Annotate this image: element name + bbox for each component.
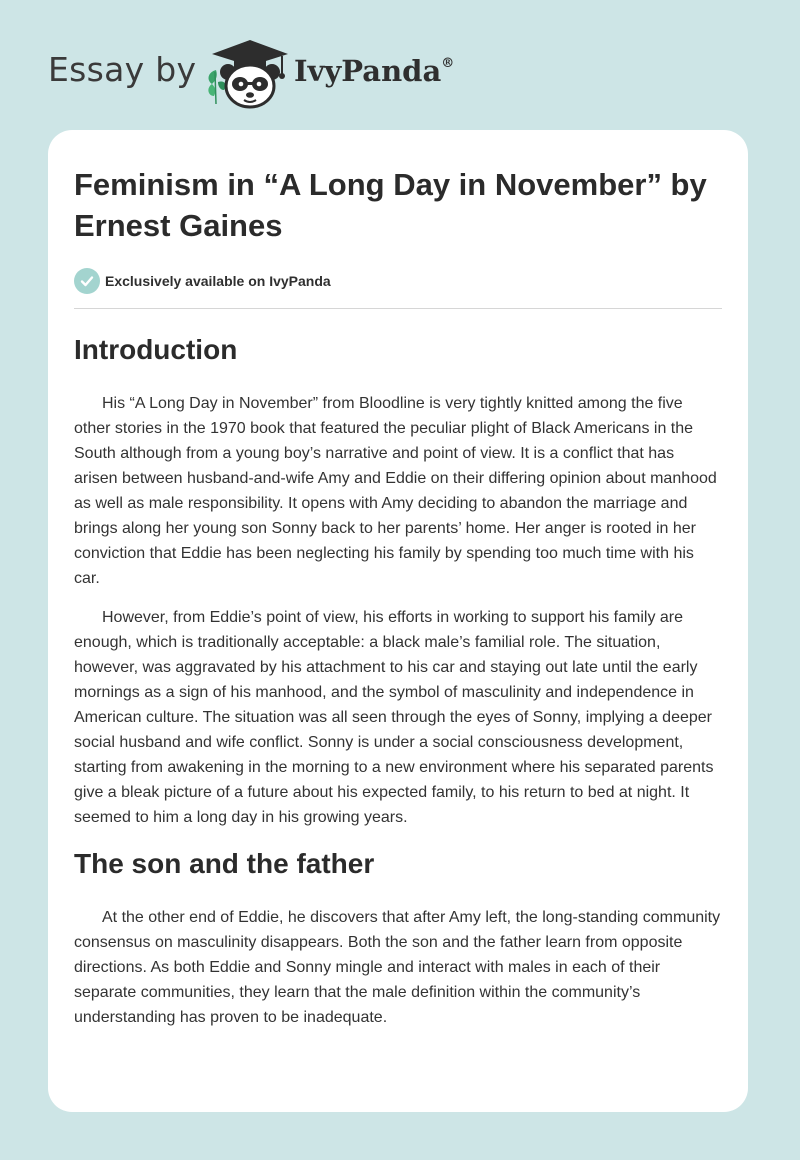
site-header [48,34,508,114]
paragraph: His “A Long Day in November” from Bloodline is very tightly knitted among the five other stories in the 1970 book that featured the peculiar plight of Black Americans in the South although from a young boy’s narrative and point of view. It is a conflict that has arisen between husband-and-wife Amy and Eddie on their differing opinion about manhood as well as male responsibility. It opens with Amy deciding to abandon the marriage and brings along her young son Sonny back to her parents’ home. Her anger is rooted in her conviction that Eddie has been neglecting his family by spending too much time with his car. [74,395,717,587]
exclusive-label: Exclusively available on IvyPanda [105,273,331,289]
paragraph: However, from Eddie’s point of view, his efforts in working to support his family are enough, which is traditionally acceptable: a black male’s familial role. The situation, however, was aggravated by his attachment to his car and staying out late until the early mornings as a sign of his manhood, and the symbol of masculinity and independence in American culture. The situation was all seen through the eyes of Sonny, implying a deeper social husband and wife conflict. Sonny is under a social consciousness development, starting from awakening in the morning to a new environment where his separated parents give a bleak picture of a future about his expected family, to his return to bed at night. It seemed to him a long day in his growing years. [74,609,714,826]
registered-mark: ® [441,56,455,71]
section-heading-introduction: Introduction [74,334,238,365]
brand-name[interactable] [294,54,454,88]
paragraph: At the other end of Eddie, he discovers that after Amy left, the long-standing community consensus on masculinity disappears. Both the son and the father learn from opposite directions. As both Eddie and Sonny mingle and interact with males in each of their separate communities, they learn that the male definition within the community’s understanding has proven to be inadequate. [74,909,721,1026]
essay-by-label: Essay by [48,50,197,89]
divider [74,308,722,309]
panda-logo-icon[interactable] [202,34,294,112]
check-icon [74,268,100,294]
essay-title: Feminism in “A Long Day in November” by Ernest Gaines [74,167,707,243]
essay-card [48,130,748,1112]
exclusive-badge [74,268,722,294]
brand-text: IvyPanda [294,54,442,88]
section-heading-son-and-father: The son and the father [74,848,375,879]
